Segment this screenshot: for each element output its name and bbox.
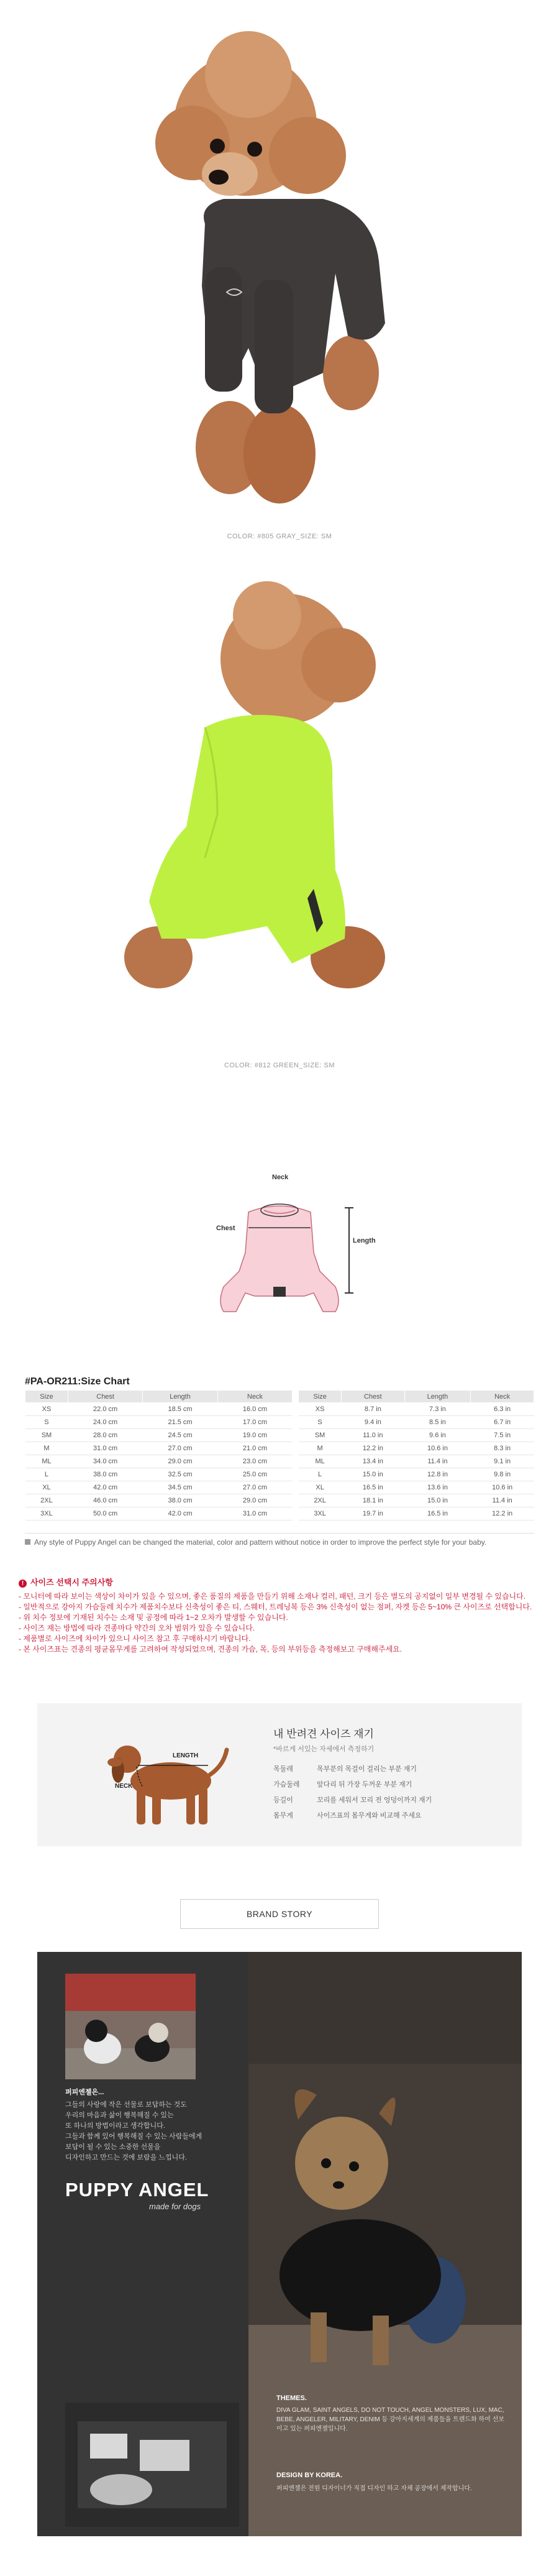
- table-cell: 18.5 cm: [143, 1403, 217, 1416]
- table-cell: 10.6 in: [404, 1442, 471, 1455]
- notice-item: - 모니터에 따라 보이는 색상이 차이가 있을 수 있으며, 좋은 품질의 제품을 만들기 위해 소재나 컬러, 패턴, 크기 등은 별도의 공지없이 일부 변경될 수 있습니다.: [19, 1592, 526, 1601]
- measure-row-key: 몸무게: [273, 1812, 293, 1819]
- measure-row-key: 등길이: [273, 1796, 293, 1804]
- size-chart-title: #PA-OR211:Size Chart: [25, 1376, 130, 1387]
- table-cell: 29.0 cm: [217, 1494, 292, 1507]
- table-cell: ML: [25, 1455, 68, 1468]
- table-cell: 11.0 in: [342, 1429, 405, 1442]
- table-cell: 6.3 in: [471, 1403, 534, 1416]
- header-chest-in: Chest: [342, 1391, 405, 1403]
- header-chest-cm: Chest: [68, 1391, 142, 1403]
- notice-title-text: 사이즈 선택시 주의사항: [30, 1578, 113, 1587]
- table-cell: 42.0 cm: [68, 1481, 142, 1494]
- table-row: [25, 1481, 534, 1494]
- product-photo-green: [0, 578, 559, 1038]
- table-cell: 11.4 in: [404, 1455, 471, 1468]
- table-cell: 46.0 cm: [68, 1494, 142, 1507]
- garment-measure-diagram: [186, 1178, 373, 1340]
- measure-neck-label: NECK: [115, 1783, 133, 1790]
- table-cell: 24.5 cm: [143, 1429, 217, 1442]
- size-chart-header-row: [25, 1391, 534, 1403]
- measure-title: 내 반려견 사이즈 재기: [273, 1728, 374, 1740]
- table-cell: 9.6 in: [404, 1429, 471, 1442]
- header-length-cm: Length: [143, 1391, 217, 1403]
- table-cell: 12.2 in: [471, 1507, 534, 1520]
- table-row: [25, 1468, 534, 1481]
- diagram-chest-label: Chest: [216, 1225, 235, 1232]
- table-cell: XS: [299, 1403, 342, 1416]
- size-chart-note: [25, 1533, 534, 1547]
- table-row: [25, 1442, 534, 1455]
- table-row: [25, 1507, 534, 1520]
- notice-item: - 사이즈 재는 방법에 따라 견종마다 약간의 오차 범위가 있을 수 있습니다.: [19, 1624, 255, 1632]
- note-square-icon: [25, 1539, 30, 1545]
- table-cell: 13.4 in: [342, 1455, 405, 1468]
- measure-row-value: 목부분의 목걸이 걸리는 부분 재기: [317, 1765, 417, 1773]
- table-cell: 50.0 cm: [68, 1507, 142, 1520]
- brand-story-dog-photo: [248, 1952, 522, 2536]
- table-cell: 7.3 in: [404, 1403, 471, 1416]
- table-cell: 16.0 cm: [217, 1403, 292, 1416]
- table-cell: 21.5 cm: [143, 1416, 217, 1429]
- table-cell: 9.8 in: [471, 1468, 534, 1481]
- table-cell: 18.1 in: [342, 1494, 405, 1507]
- header-neck-in: Neck: [471, 1391, 534, 1403]
- table-cell: 2XL: [299, 1494, 342, 1507]
- brand-logo: PUPPY ANGEL: [65, 2179, 209, 2201]
- story-line: 그들의 사랑에 작은 선물로 보답하는 것도: [65, 2101, 187, 2109]
- size-chart-note-text: Any style of Puppy Angel can be changed the material, color and pattern without notice in order to improve the perfect style for your baby.: [34, 1538, 487, 1547]
- table-cell: S: [25, 1416, 68, 1429]
- header-size-in: Size: [299, 1391, 342, 1403]
- table-cell: 13.6 in: [404, 1481, 471, 1494]
- notice-title: [19, 1576, 113, 1588]
- notice-item: - 일반적으로 강아지 가슴둘레 치수가 제품치수보다 신축성이 좋은 티, 스웨터, 트레닝복 등은 3% 신축성이 없는 점퍼, 자켓 등은 5~10% 큰 사이즈로 선택합니다.: [19, 1603, 532, 1611]
- table-cell: 31.0 cm: [68, 1442, 142, 1455]
- table-cell: 12.2 in: [342, 1442, 405, 1455]
- table-cell: M: [299, 1442, 342, 1455]
- table-cell: XL: [25, 1481, 68, 1494]
- table-cell: 16.5 in: [342, 1481, 405, 1494]
- measure-row-weight: [273, 1810, 422, 1820]
- notice-list: [19, 1591, 540, 1655]
- diagram-neck-label: Neck: [272, 1174, 289, 1181]
- table-cell: M: [25, 1442, 68, 1455]
- story-line: 그들과 함께 있어 행복해질 수 있는 사람들에게: [65, 2133, 202, 2140]
- story-line: 우리의 마음과 삶이 행복해질 수 있는: [65, 2112, 174, 2119]
- table-cell: 7.5 in: [471, 1429, 534, 1442]
- story-line: 또 하나의 방법이라고 생각합니다.: [65, 2122, 165, 2130]
- design-title: DESIGN BY KOREA.: [276, 2472, 343, 2479]
- design-text: 퍼피엔젤은 전원 디자이너가 직접 디자인 하고 자체 공장에서 제작합니다.: [276, 2485, 472, 2492]
- table-cell: 22.0 cm: [68, 1403, 142, 1416]
- table-cell: 16.5 in: [404, 1507, 471, 1520]
- brand-tagline: made for dogs: [149, 2202, 201, 2211]
- measure-length-label: LENGTH: [173, 1752, 199, 1759]
- header-neck-cm: Neck: [217, 1391, 292, 1403]
- table-cell: 11.4 in: [471, 1494, 534, 1507]
- table-cell: 3XL: [299, 1507, 342, 1520]
- measure-row-value: 사이즈표의 몸무게와 비교해 주세요: [317, 1812, 422, 1819]
- measure-row-chest: [273, 1779, 412, 1789]
- story-heading: 퍼피엔젤은...: [65, 2089, 104, 2096]
- photo-caption-green: COLOR: #812 GREEN_SIZE: SM: [224, 1062, 335, 1069]
- table-cell: 32.5 cm: [143, 1468, 217, 1481]
- table-cell: 2XL: [25, 1494, 68, 1507]
- table-cell: 12.8 in: [404, 1468, 471, 1481]
- table-cell: 9.4 in: [342, 1416, 405, 1429]
- measure-row-key: 가슴둘레: [273, 1781, 300, 1788]
- brand-story-bottom-photo: [65, 2403, 239, 2527]
- table-cell: 21.0 cm: [217, 1442, 292, 1455]
- table-row: [25, 1416, 534, 1429]
- table-cell: L: [25, 1468, 68, 1481]
- table-cell: 17.0 cm: [217, 1416, 292, 1429]
- table-cell: 29.0 cm: [143, 1455, 217, 1468]
- photo-caption-gray: COLOR: #805 GRAY_SIZE: SM: [227, 533, 332, 540]
- table-cell: S: [299, 1416, 342, 1429]
- table-cell: SM: [25, 1429, 68, 1442]
- table-cell: 19.7 in: [342, 1507, 405, 1520]
- table-cell: 19.0 cm: [217, 1429, 292, 1442]
- table-cell: 15.0 in: [342, 1468, 405, 1481]
- table-cell: XL: [299, 1481, 342, 1494]
- diagram-length-label: Length: [353, 1237, 376, 1244]
- table-cell: 15.0 in: [404, 1494, 471, 1507]
- brand-story-top-photo: [65, 1974, 196, 2079]
- size-chart-table: [25, 1390, 534, 1520]
- measure-row-key: 목둘레: [273, 1765, 293, 1773]
- table-cell: SM: [299, 1429, 342, 1442]
- table-cell: 10.6 in: [471, 1481, 534, 1494]
- table-row: [25, 1429, 534, 1442]
- table-cell: 24.0 cm: [68, 1416, 142, 1429]
- notice-item: - 본 사이즈표는 견종의 평균몸무게를 고려하여 작성되었으며, 견종의 가슴, 목, 등의 부위등을 측정해보고 구매해주세요.: [19, 1645, 402, 1654]
- table-cell: 27.0 cm: [217, 1481, 292, 1494]
- notice-item: - 위 치수 정보에 기재된 치수는 소재 및 공정에 따라 1~2 오차가 발생할 수 있습니다.: [19, 1613, 288, 1622]
- table-cell: 9.1 in: [471, 1455, 534, 1468]
- table-cell: 23.0 cm: [217, 1455, 292, 1468]
- table-cell: 42.0 cm: [143, 1507, 217, 1520]
- story-line: 보답이 될 수 있는 소중한 선물을: [65, 2143, 161, 2151]
- dog-measure-illustration: [99, 1722, 242, 1834]
- table-cell: 8.5 in: [404, 1416, 471, 1429]
- table-cell: XS: [25, 1403, 68, 1416]
- product-photo-gray: [0, 0, 559, 516]
- table-cell: 25.0 cm: [217, 1468, 292, 1481]
- table-cell: 8.7 in: [342, 1403, 405, 1416]
- measure-row-neck: [273, 1764, 417, 1773]
- themes-title: THEMES.: [276, 2394, 307, 2402]
- table-cell: ML: [299, 1455, 342, 1468]
- table-cell: 34.5 cm: [143, 1481, 217, 1494]
- measure-subtitle: *바르게 서있는 자세에서 측정하기: [273, 1746, 375, 1753]
- table-cell: 8.3 in: [471, 1442, 534, 1455]
- table-cell: 27.0 cm: [143, 1442, 217, 1455]
- table-cell: 38.0 cm: [143, 1494, 217, 1507]
- table-row: [25, 1494, 534, 1507]
- exclamation-icon: !: [19, 1580, 27, 1588]
- header-length-in: Length: [404, 1391, 471, 1403]
- table-cell: 34.0 cm: [68, 1455, 142, 1468]
- measure-row-length: [273, 1795, 432, 1805]
- header-size-cm: Size: [25, 1391, 68, 1403]
- table-cell: 6.7 in: [471, 1416, 534, 1429]
- themes-text: DIVA GLAM, SAINT ANGELS, DO NOT TOUCH, ANGEL MONSTERS, LUX, MAC, BEBE, ANGELER, MILITARY, DENIM 등 강아지세계의 제품들을 트렌드화 하여 선보이고 있는 퍼피엔젤입니다.: [276, 2407, 504, 2432]
- measure-row-value: 꼬리를 세워서 꼬리 전 엉덩이까지 재기: [317, 1796, 432, 1804]
- table-cell: 38.0 cm: [68, 1468, 142, 1481]
- table-cell: L: [299, 1468, 342, 1481]
- table-row: [25, 1455, 534, 1468]
- story-line: 디자인하고 만드는 것에 보람을 느낍니다.: [65, 2154, 187, 2161]
- measure-row-value: 앞다리 뒤 가장 두꺼운 부분 재기: [317, 1781, 412, 1788]
- table-cell: 3XL: [25, 1507, 68, 1520]
- table-row: [25, 1403, 534, 1416]
- table-cell: 28.0 cm: [68, 1429, 142, 1442]
- brand-story-button[interactable]: BRAND STORY: [180, 1899, 379, 1929]
- notice-item: - 제품별로 사이즈에 차이가 있으니 사이즈 참고 후 구매하시기 바랍니다.: [19, 1634, 251, 1643]
- table-cell: 31.0 cm: [217, 1507, 292, 1520]
